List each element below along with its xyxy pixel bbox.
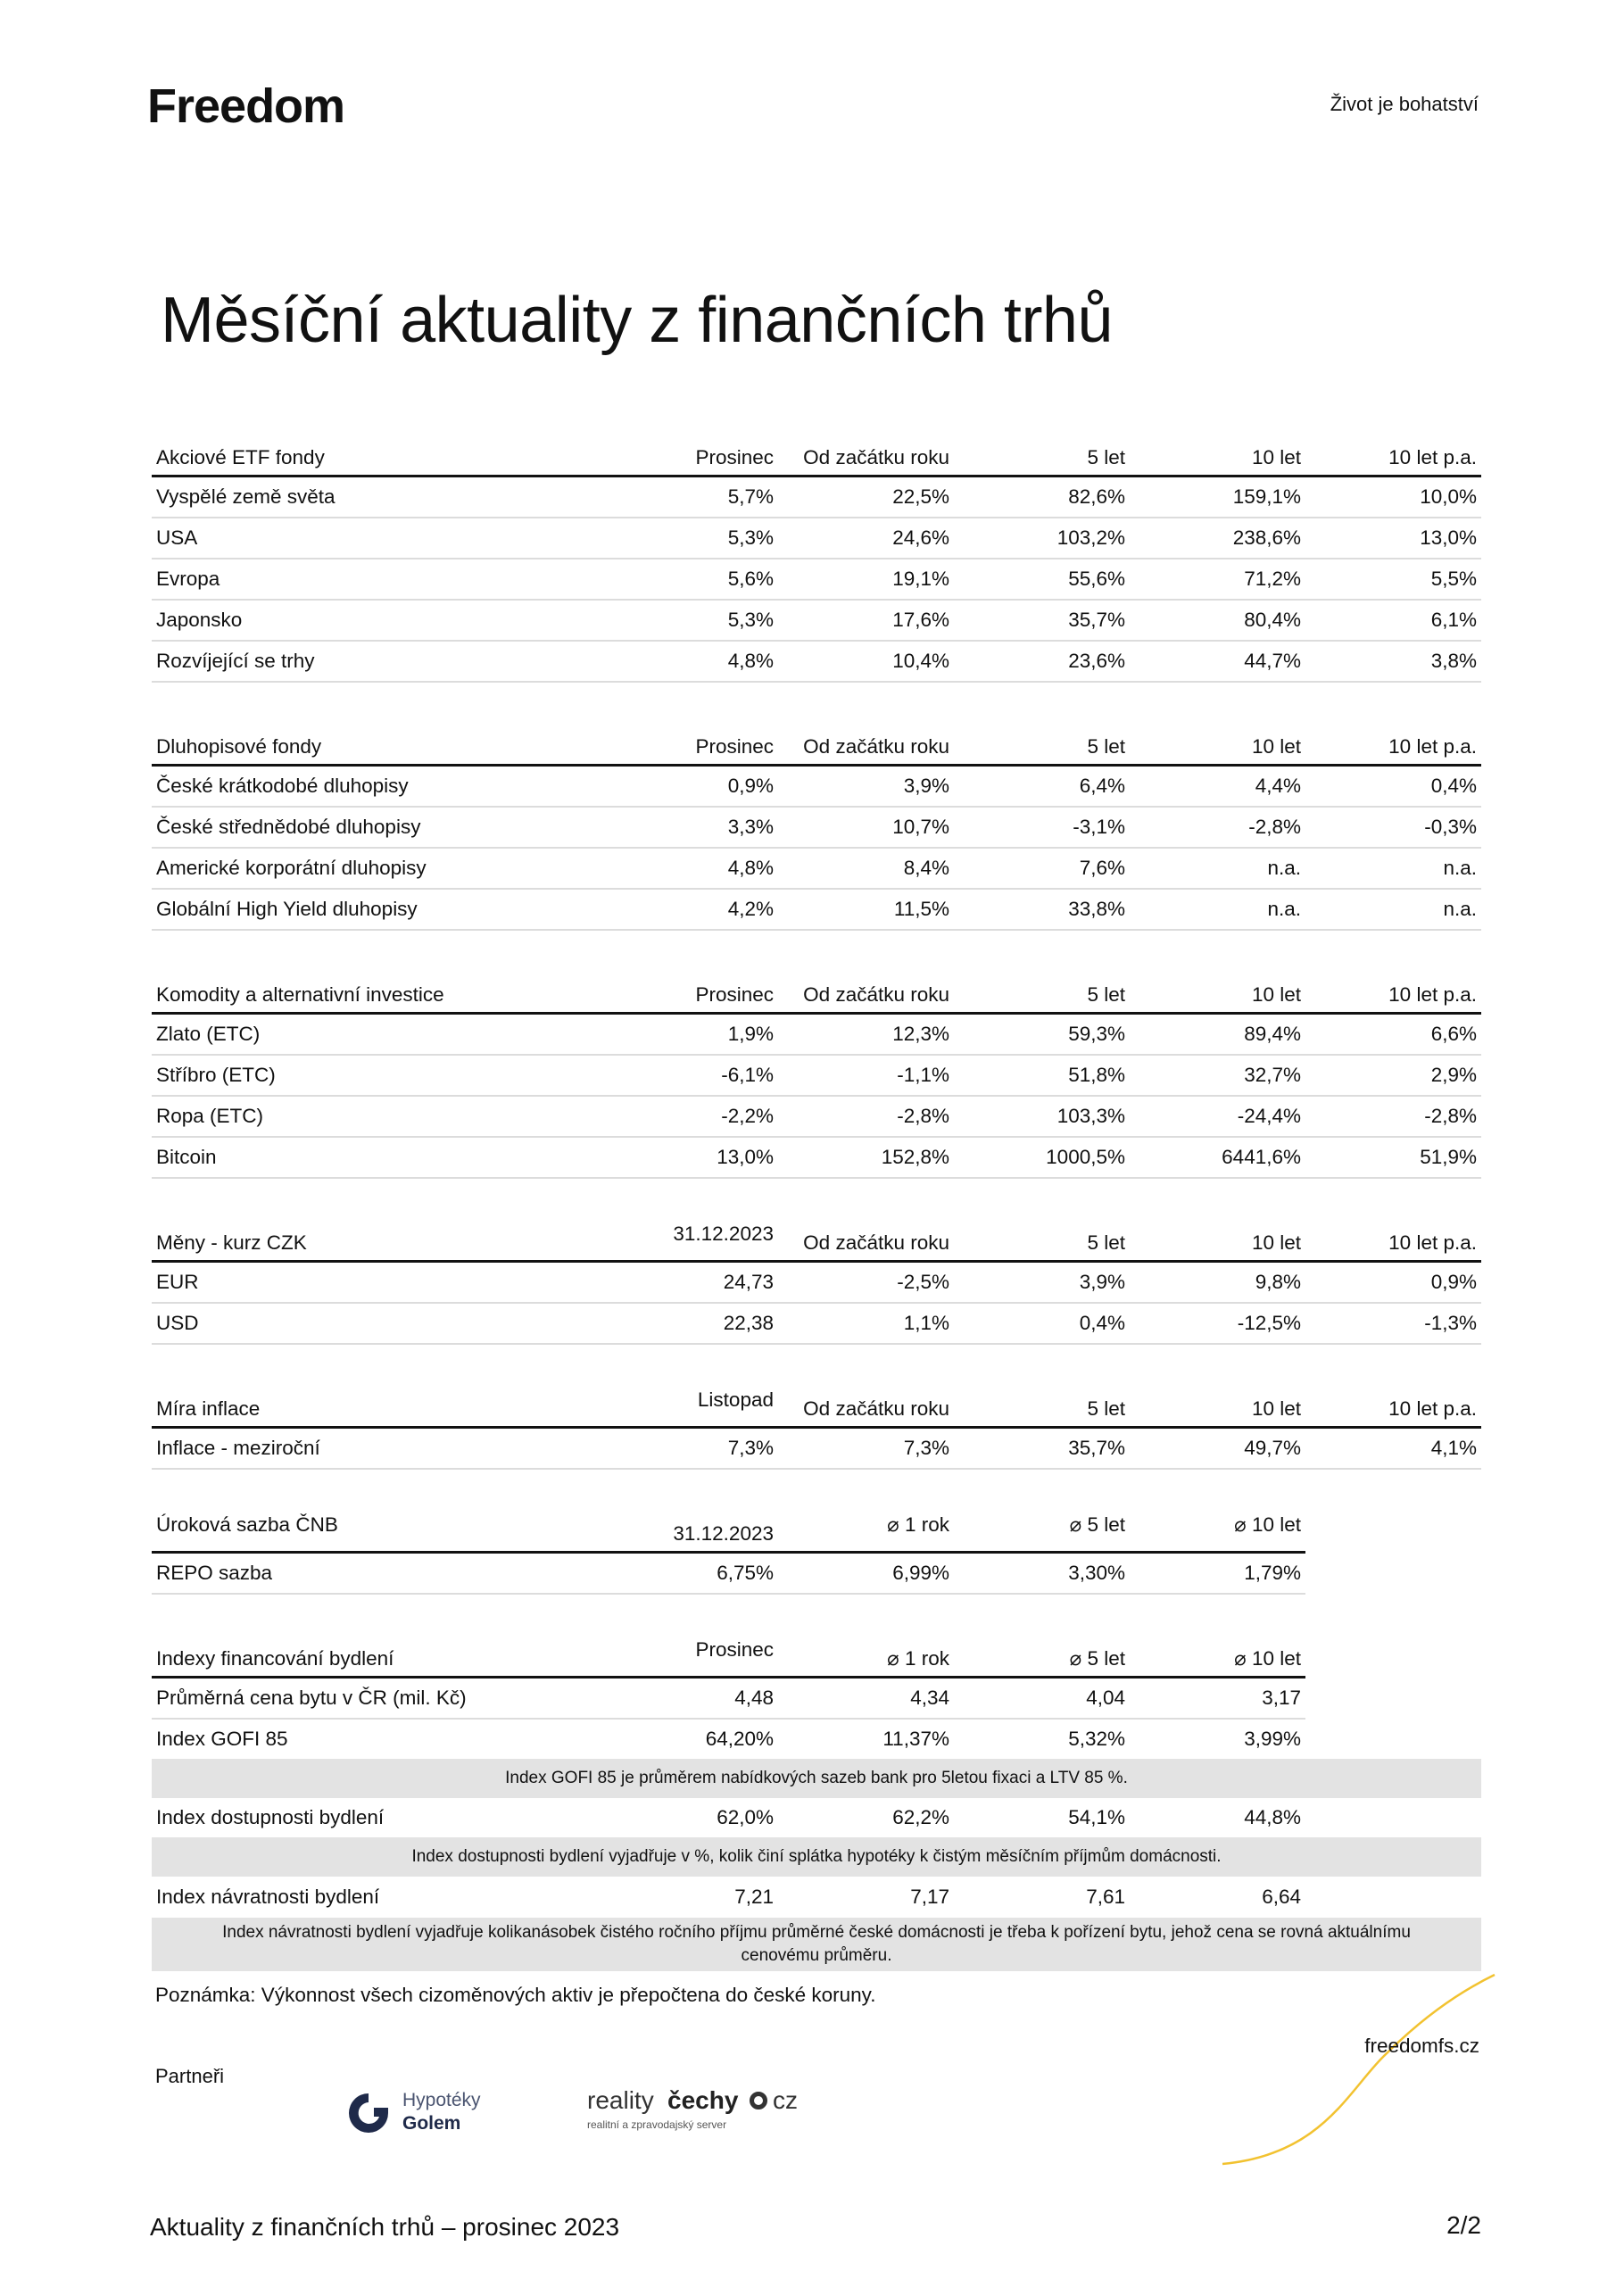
cell: 89,4% (1130, 1014, 1305, 1056)
cell: 4,2% (602, 889, 778, 930)
cell-empty (1305, 1678, 1481, 1720)
header-cell: Od začátku roku (778, 1387, 954, 1428)
table-header (152, 1221, 1481, 1262)
cell: 51,8% (954, 1055, 1130, 1096)
header-cell: ⌀ 10 let (1130, 1637, 1305, 1678)
cell: 6,99% (778, 1553, 954, 1595)
header-cell-empty (1305, 1637, 1481, 1678)
header-cell: Akciové ETF fondy (152, 435, 602, 477)
partner2-suffix: cz (773, 2086, 798, 2114)
cell: 6,64 (1262, 1886, 1301, 1908)
cell-empty (1305, 1719, 1481, 1759)
cell: 5,3% (602, 518, 778, 559)
header-cell: 10 let p.a. (1305, 435, 1481, 477)
website-link[interactable]: freedomfs.cz (1364, 2035, 1479, 2057)
cell: 1,1% (778, 1303, 954, 1344)
row-label: Vyspělé země světa (152, 477, 602, 518)
cell: 24,6% (778, 518, 954, 559)
page-title: Měsíční aktuality z finančních trhů (161, 285, 1113, 356)
cell: 8,4% (778, 848, 954, 889)
cell: 1000,5% (954, 1137, 1130, 1178)
cell: 7,3% (778, 1428, 954, 1470)
cell: n.a. (1130, 848, 1305, 889)
cell: 55,6% (954, 559, 1130, 600)
table-komodity (152, 973, 1481, 1179)
cell: -2,2% (602, 1096, 778, 1137)
header-cell: ⌀ 5 let (954, 1637, 1130, 1678)
footer-title: Aktuality z finančních trhů – prosinec 2023 (150, 2213, 620, 2241)
table-row (152, 1678, 1481, 1720)
cell: 103,2% (954, 518, 1130, 559)
cell: 11,37% (882, 1728, 949, 1750)
partner2-name-a: reality (587, 2086, 654, 2114)
row-label: USD (152, 1303, 602, 1344)
cell: 3,8% (1305, 641, 1481, 682)
table-row (152, 1877, 1481, 1918)
cell: 4,34 (778, 1678, 954, 1720)
table-header (152, 1512, 1481, 1553)
cell: 4,04 (954, 1678, 1130, 1720)
cell: 59,3% (954, 1014, 1130, 1056)
row-label: Průměrná cena bytu v ČR (mil. Kč) (152, 1678, 602, 1720)
cell: 4,4% (1130, 766, 1305, 808)
partner1-line1: Hypotéky (402, 2090, 481, 2110)
cell: 17,6% (778, 600, 954, 641)
target-circle-icon (750, 2092, 767, 2110)
note-gofi: Index GOFI 85 je průměrem nabídkových sazeb bank pro 5letou fixaci a LTV 85 %. (152, 1759, 1481, 1798)
cell: 1,79% (1130, 1553, 1305, 1595)
table-row (152, 766, 1481, 808)
table-row (152, 807, 1481, 848)
partner-logo-realitycechy (587, 2085, 819, 2134)
row-label: USA (152, 518, 602, 559)
table-row (152, 848, 1481, 889)
table-meny (152, 1221, 1481, 1345)
cell: 159,1% (1130, 477, 1305, 518)
header-cell-date: 31.12.2023 (602, 1221, 778, 1262)
table-row (152, 641, 1481, 682)
header-cell: 10 let (1130, 1221, 1305, 1262)
cell: 0,4% (1305, 766, 1481, 808)
cell: 49,7% (1130, 1428, 1305, 1470)
cell: 22,38 (602, 1303, 778, 1344)
table-inflace (152, 1387, 1481, 1470)
tables-container (152, 435, 1481, 1971)
row-label: Index GOFI 85 (156, 1728, 288, 1750)
cell: 0,9% (602, 766, 778, 808)
header-cell: Prosinec (602, 725, 778, 766)
cell: 0,9% (1305, 1262, 1481, 1304)
header-cell: Od začátku roku (778, 1221, 954, 1262)
cell: 4,8% (602, 641, 778, 682)
cell: 54,1% (1068, 1806, 1125, 1828)
cell-empty (1305, 1877, 1481, 1918)
cell: -12,5% (1130, 1303, 1305, 1344)
cell: 19,1% (778, 559, 954, 600)
partner2-sub: realitní a zpravodajský server (587, 2118, 727, 2131)
cell: 32,7% (1130, 1055, 1305, 1096)
cell: 0,4% (954, 1303, 1130, 1344)
cell: 64,20% (705, 1728, 774, 1750)
cell: 9,8% (1130, 1262, 1305, 1304)
row-label: Zlato (ETC) (152, 1014, 602, 1056)
cell: -6,1% (602, 1055, 778, 1096)
cell: 35,7% (954, 600, 1130, 641)
table-row (152, 477, 1481, 518)
cell: 12,3% (778, 1014, 954, 1056)
table-row (152, 1096, 1481, 1137)
note-navratnost: Index návratnosti bydlení vyjadřuje kolikanásobek čistého ročního příjmu průměrné české domácnosti je třeba k pořízení bytu, jehož cena se rovná aktuálnímu cenovému průměru. (152, 1918, 1481, 1971)
table-row (152, 600, 1481, 641)
header-cell: Od začátku roku (778, 973, 954, 1014)
partner-logo-hypoteky-golem (344, 2088, 513, 2138)
cell: 5,3% (602, 600, 778, 641)
table-row (152, 1014, 1481, 1056)
header-cell: 10 let p.a. (1305, 725, 1481, 766)
table-row (152, 559, 1481, 600)
partner2-name-b: čechy (667, 2086, 739, 2114)
cell: 6,6% (1305, 1014, 1481, 1056)
header-cell: 5 let (954, 435, 1130, 477)
cell: 6441,6% (1130, 1137, 1305, 1178)
cell: 80,4% (1130, 600, 1305, 641)
header-cell: Komodity a alternativní investice (152, 973, 602, 1014)
cell: 23,6% (954, 641, 1130, 682)
header-cell: 10 let (1130, 725, 1305, 766)
table-header (152, 1387, 1481, 1428)
cell: 6,4% (954, 766, 1130, 808)
row-label: Rozvíjející se trhy (152, 641, 602, 682)
note-row (152, 1837, 1481, 1877)
table-header (152, 435, 1481, 477)
cell: 33,8% (954, 889, 1130, 930)
cell: n.a. (1305, 848, 1481, 889)
cell-empty (1305, 1798, 1481, 1837)
header-cell: Dluhopisové fondy (152, 725, 602, 766)
row-label: Japonsko (152, 600, 602, 641)
table-row (152, 889, 1481, 930)
cell: 7,61 (1086, 1886, 1125, 1908)
header-cell: Měny - kurz CZK (152, 1221, 602, 1262)
table-akcie (152, 435, 1481, 683)
header-cell: Od začátku roku (778, 725, 954, 766)
row-label: Index dostupnosti bydlení (156, 1806, 385, 1828)
table-row (152, 1303, 1481, 1344)
header-cell: Úroková sazba ČNB (152, 1512, 602, 1553)
header-cell: 10 let (1130, 1387, 1305, 1428)
cell: 6,1% (1305, 600, 1481, 641)
row-label: Globální High Yield dluhopisy (152, 889, 602, 930)
table-header (152, 1637, 1481, 1678)
header-cell: Indexy financování bydlení (152, 1637, 602, 1678)
row-label: Index návratnosti bydlení (156, 1886, 380, 1908)
cell: 7,17 (910, 1886, 949, 1908)
cell: 4,48 (602, 1678, 778, 1720)
header-cell-empty (1305, 1512, 1481, 1553)
header-cell: 10 let p.a. (1305, 1221, 1481, 1262)
cell: -2,8% (1305, 1096, 1481, 1137)
cell: 35,7% (954, 1428, 1130, 1470)
header-cell: Prosinec (602, 973, 778, 1014)
header-cell: Prosinec (602, 435, 778, 477)
cell: 62,2% (892, 1806, 949, 1828)
partner1-line2: Golem (402, 2113, 461, 2134)
cell: -3,1% (954, 807, 1130, 848)
cell: -1,3% (1305, 1303, 1481, 1344)
table-dluhopisy (152, 725, 1481, 931)
cell-empty (1305, 1553, 1481, 1595)
cell: 4,1% (1305, 1428, 1481, 1470)
row-label: Evropa (152, 559, 602, 600)
cell: -2,5% (778, 1262, 954, 1304)
cell: 22,5% (778, 477, 954, 518)
row-label: Bitcoin (152, 1137, 602, 1178)
cell: 5,5% (1305, 559, 1481, 600)
cell: 103,3% (954, 1096, 1130, 1137)
header-cell: Prosinec (602, 1637, 778, 1678)
tagline: Život je bohatství (1330, 93, 1479, 115)
row-label: České krátkodobé dluhopisy (152, 766, 602, 808)
note-dostupnost: Index dostupnosti bydlení vyjadřuje v %, kolik činí splátka hypotéky k čistým měsíčním příjmům domácnosti. (152, 1837, 1481, 1877)
header-cell: ⌀ 10 let (1130, 1512, 1305, 1553)
table-sazba (152, 1512, 1481, 1595)
brand-logo: Freedom (147, 79, 345, 133)
header-cell: ⌀ 1 rok (778, 1637, 954, 1678)
header-cell: 10 let p.a. (1305, 973, 1481, 1014)
header-cell: 10 let (1130, 973, 1305, 1014)
header-cell: 5 let (954, 1387, 1130, 1428)
header-cell: 5 let (954, 1221, 1130, 1262)
table-row (152, 1428, 1481, 1470)
cell: n.a. (1305, 889, 1481, 930)
table-bydleni (152, 1637, 1481, 1971)
table-row (152, 1553, 1481, 1595)
cell: 13,0% (1305, 518, 1481, 559)
cell: 3,9% (954, 1262, 1130, 1304)
header-cell: 5 let (954, 725, 1130, 766)
table-row (152, 1798, 1481, 1837)
cell: 62,0% (717, 1806, 774, 1828)
cell: 7,6% (954, 848, 1130, 889)
row-label: Inflace - meziroční (152, 1428, 602, 1470)
cell: 82,6% (954, 477, 1130, 518)
cell: 3,30% (954, 1553, 1130, 1595)
cell: 7,3% (602, 1428, 778, 1470)
cell: 7,21 (734, 1886, 774, 1908)
cell: 1,9% (602, 1014, 778, 1056)
table-row (152, 1262, 1481, 1304)
cell: 5,6% (602, 559, 778, 600)
header-cell: 5 let (954, 973, 1130, 1014)
decorative-swoosh (1214, 1959, 1499, 2173)
table-row (152, 518, 1481, 559)
table-header (152, 725, 1481, 766)
cell: -2,8% (1130, 807, 1305, 848)
cell: n.a. (1130, 889, 1305, 930)
cell: 3,99% (1244, 1728, 1301, 1750)
cell: 152,8% (778, 1137, 954, 1178)
cell: 6,75% (602, 1553, 778, 1595)
header-cell: Míra inflace (152, 1387, 602, 1428)
cell: -2,8% (778, 1096, 954, 1137)
table-row (152, 1137, 1481, 1178)
row-label: Americké korporátní dluhopisy (152, 848, 602, 889)
header-cell: ⌀ 5 let (954, 1512, 1130, 1553)
cell: 71,2% (1130, 559, 1305, 600)
header-cell: 10 let p.a. (1305, 1387, 1481, 1428)
cell: 5,32% (1068, 1728, 1125, 1750)
row-label: EUR (152, 1262, 602, 1304)
cell: 4,8% (602, 848, 778, 889)
table-row (152, 1055, 1481, 1096)
page-number: 2/2 (1446, 2211, 1481, 2239)
cell: -24,4% (1130, 1096, 1305, 1137)
cell: 3,3% (602, 807, 778, 848)
cell: 10,7% (778, 807, 954, 848)
header-cell-period: Listopad (602, 1387, 778, 1428)
table-header (152, 973, 1481, 1014)
row-label: Stříbro (ETC) (152, 1055, 602, 1096)
cell: 238,6% (1130, 518, 1305, 559)
row-label: České střednědobé dluhopisy (152, 807, 602, 848)
cell: 24,73 (602, 1262, 778, 1304)
partners-label: Partneři (155, 2065, 225, 2087)
cell: 10,4% (778, 641, 954, 682)
cell: 3,17 (1130, 1678, 1305, 1720)
footnote: Poznámka: Výkonnost všech cizoměnových aktiv je přepočtena do české koruny. (155, 1984, 876, 2006)
header-cell: Od začátku roku (778, 435, 954, 477)
cell: 44,7% (1130, 641, 1305, 682)
header-cell-date: 31.12.2023 (602, 1512, 778, 1553)
cell: -0,3% (1305, 807, 1481, 848)
cell: 44,8% (1244, 1806, 1301, 1828)
row-label: REPO sazba (152, 1553, 602, 1595)
table-row (152, 1719, 1481, 1759)
note-row (152, 1759, 1481, 1798)
cell: 3,9% (778, 766, 954, 808)
header-cell: 10 let (1130, 435, 1305, 477)
cell: 11,5% (778, 889, 954, 930)
cell: 2,9% (1305, 1055, 1481, 1096)
cell: -1,1% (778, 1055, 954, 1096)
row-label: Ropa (ETC) (152, 1096, 602, 1137)
header-cell: ⌀ 1 rok (778, 1512, 954, 1553)
cell: 5,7% (602, 477, 778, 518)
cell: 10,0% (1305, 477, 1481, 518)
cell: 13,0% (602, 1137, 778, 1178)
cell: 51,9% (1305, 1137, 1481, 1178)
